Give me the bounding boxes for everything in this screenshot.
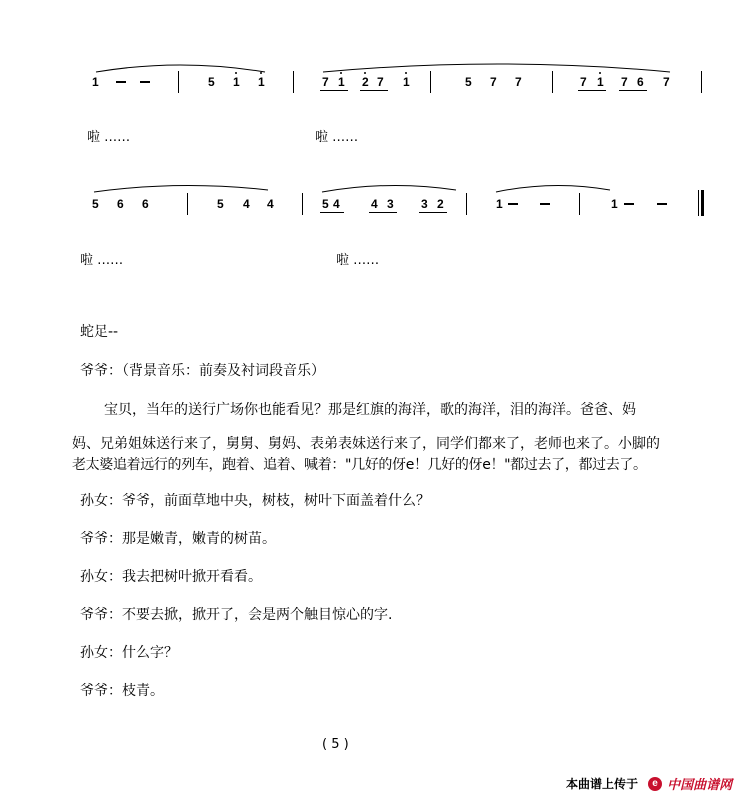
note: 5 [217, 197, 224, 211]
note: 7 [515, 75, 522, 89]
final-barline-thin [698, 190, 699, 216]
upload-note: 本曲谱上传于 [566, 777, 639, 791]
slur [496, 185, 610, 192]
barline [302, 193, 303, 215]
note: 2 [437, 197, 444, 211]
note: 4 [267, 197, 274, 211]
note: 3 [421, 197, 428, 211]
high-dot [405, 72, 407, 74]
note: 5 [208, 75, 215, 89]
note: 7 [580, 75, 587, 89]
barline [178, 71, 179, 93]
high-dot [235, 72, 237, 74]
note: 1 [92, 75, 99, 89]
dash [508, 203, 518, 205]
logo-icon: e [648, 777, 662, 791]
dialogue-line: 爷爷：枝青。 [80, 683, 164, 699]
final-barline-thick [701, 190, 704, 216]
dialogue-line: 孙女：什么字？ [80, 645, 178, 661]
dialogue-line: 爷爷：那是嫩青，嫩青的树苗。 [80, 531, 276, 547]
underline [619, 90, 647, 91]
underline [369, 212, 397, 213]
paragraph-line: 宝贝，当年的送行广场你也能看见？那是红旗的海洋，歌的海洋，泪的海洋。爸爸、妈 [104, 402, 636, 418]
barline [430, 71, 431, 93]
note: 5 [92, 197, 99, 211]
dialogue-line: 爷爷：（背景音乐：前奏及衬词段音乐） [80, 363, 325, 379]
lyric: 啦 …… [80, 253, 124, 268]
high-dot [599, 72, 601, 74]
barline [579, 193, 580, 215]
note: 4 [243, 197, 250, 211]
note: 6 [637, 75, 644, 89]
note: 1 [403, 75, 410, 89]
note: 1 [258, 75, 265, 89]
page-number: ( 5 ) [322, 737, 349, 752]
note: 1 [597, 75, 604, 89]
note: 6 [142, 197, 149, 211]
underline [578, 90, 606, 91]
high-dot [260, 72, 262, 74]
dash [540, 203, 550, 205]
dash [116, 81, 126, 83]
dialogue-line: 爷爷：不要去掀，掀开了，会是两个触目惊心的字. [80, 607, 393, 623]
underline [320, 90, 348, 91]
paragraph-line: 老太婆追着远行的列车，跑着、追着、喊着："几好的伢e！几好的伢e！"都过去了，都过去了。 [72, 457, 647, 473]
note: 4 [333, 197, 340, 211]
slur [322, 185, 456, 192]
note: 5 [322, 197, 329, 211]
slur [323, 64, 670, 72]
section-heading: 蛇足-- [80, 324, 119, 340]
dash [140, 81, 150, 83]
note: 2 [362, 75, 369, 89]
underline [320, 212, 344, 213]
slurs-row-2 [0, 160, 753, 220]
slur [94, 185, 268, 192]
high-dot [340, 72, 342, 74]
high-dot [364, 72, 366, 74]
underline [360, 90, 388, 91]
note: 7 [621, 75, 628, 89]
barline [701, 71, 702, 93]
barline [293, 71, 294, 93]
site-logo[interactable] [648, 773, 732, 793]
barline [466, 193, 467, 215]
lyric: 啦 …… [336, 253, 380, 268]
note: 4 [371, 197, 378, 211]
note: 7 [322, 75, 329, 89]
lyric: 啦 …… [87, 130, 131, 145]
note: 7 [377, 75, 384, 89]
slur [96, 65, 265, 72]
lyric: 啦 …… [315, 130, 359, 145]
note: 6 [117, 197, 124, 211]
note: 1 [233, 75, 240, 89]
dialogue-line: 孙女：爷爷，前面草地中央，树枝，树叶下面盖着什么？ [80, 493, 430, 509]
note: 7 [663, 75, 670, 89]
dialogue-line: 孙女：我去把树叶掀开看看。 [80, 569, 262, 585]
dash [657, 203, 667, 205]
note: 1 [611, 197, 618, 211]
note: 3 [387, 197, 394, 211]
barline [187, 193, 188, 215]
note: 1 [338, 75, 345, 89]
barline [552, 71, 553, 93]
dash [624, 203, 634, 205]
logo-text: 中国曲谱网 [667, 778, 733, 793]
paragraph-line: 妈、兄弟姐妹送行来了，舅舅、舅妈、表弟表妹送行来了，同学们都来了，老师也来了。小脚的 [72, 436, 660, 452]
note: 5 [465, 75, 472, 89]
note: 1 [496, 197, 503, 211]
note: 7 [490, 75, 497, 89]
underline [419, 212, 447, 213]
